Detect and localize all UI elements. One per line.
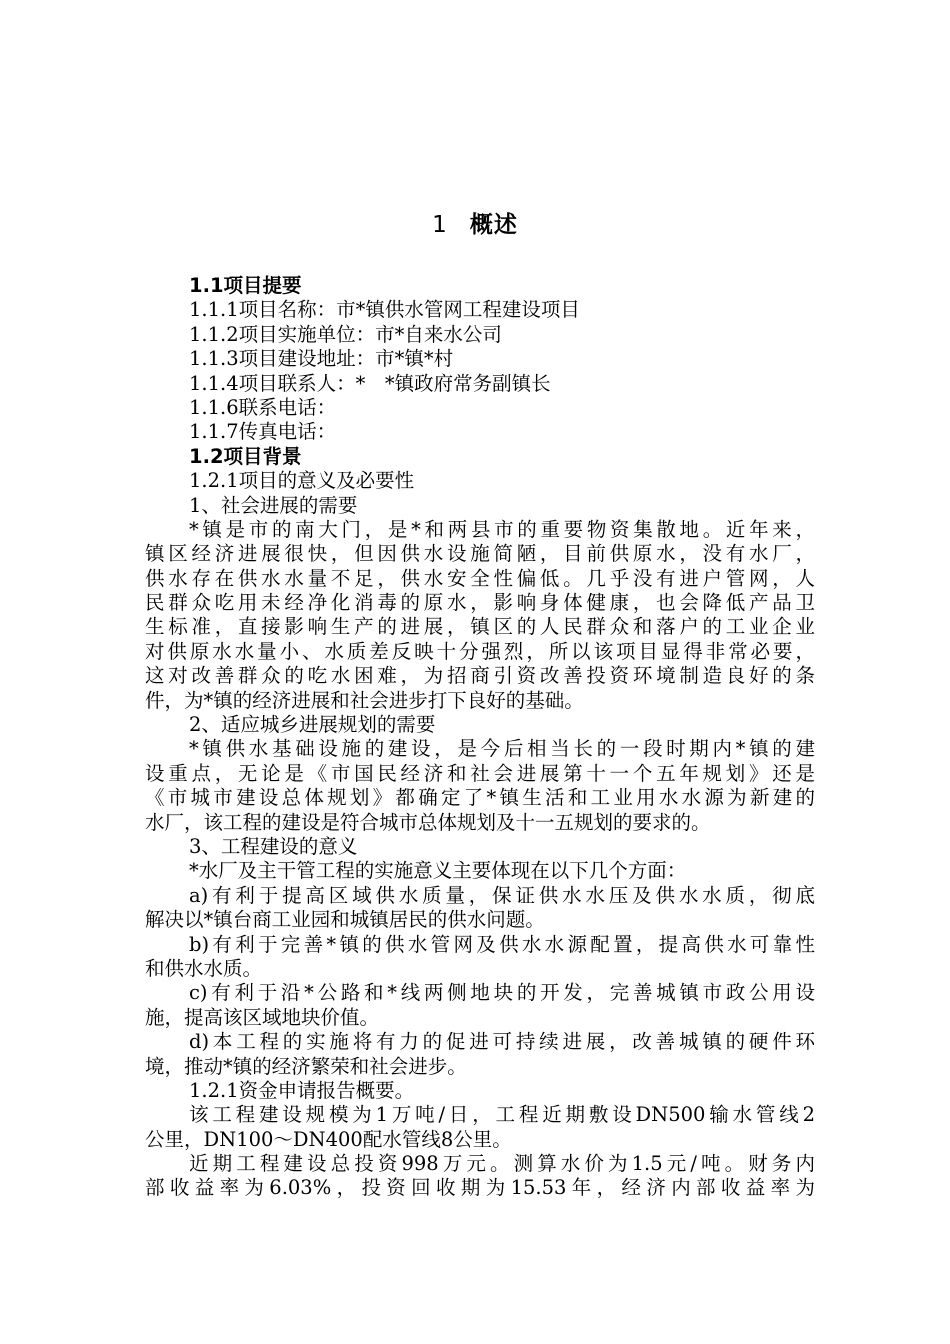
text-line: 1.1.6联系电话： bbox=[189, 395, 337, 419]
text-line: 1.2.1项目的意义及必要性 bbox=[189, 469, 415, 493]
text-line: *水厂及主干管工程的实施意义主要体现在以下几个方面： bbox=[189, 859, 687, 883]
text-line: 境，推动*镇的经济繁荣和社会进步。 bbox=[145, 1054, 467, 1078]
text-line: a)有利于提高区域供水质量，保证供水水压及供水水质，彻底 bbox=[189, 883, 815, 907]
text-line: 供水存在供水水量不足，供水安全性偏低。几乎没有进户管网，人 bbox=[145, 566, 815, 590]
text-line: 生标准，直接影响生产的进展，镇区的人民群众和落户的工业企业 bbox=[145, 615, 815, 639]
text-line: c)有利于沿*公路和*线两侧地块的开发，完善城镇市政公用设 bbox=[189, 981, 815, 1005]
section-heading: 1.1项目提要 bbox=[189, 274, 302, 297]
text-line: 3、工程建设的意义 bbox=[189, 834, 358, 858]
text-line: 《市城市建设总体规划》都确定了*镇生活和工业用水水源为新建的 bbox=[145, 786, 815, 810]
text-line: 1.1.3项目建设地址：市*镇*村 bbox=[189, 347, 454, 371]
text-line: *镇供水基础设施的建设，是今后相当长的一段时期内*镇的建 bbox=[189, 737, 815, 761]
text-line: 公里，DN100～DN400配水管线8公里。 bbox=[145, 1127, 512, 1151]
section-heading: 1.2项目背景 bbox=[189, 444, 302, 468]
text-line: 该工程建设规模为1万吨/日，工程近期敷设DN500输水管线2 bbox=[189, 1103, 815, 1127]
text-line: d)本工程的实施将有力的促进可持续进展，改善城镇的硬件环 bbox=[189, 1030, 815, 1054]
text-line: 1.2.1资金申请报告概要。 bbox=[189, 1078, 415, 1102]
chapter-number: 1 bbox=[432, 212, 448, 238]
text-line: *镇是市的南大门，是*和两县市的重要物资集散地。近年来， bbox=[189, 517, 815, 541]
text-line: 水厂，该工程的建设是符合城市总体规划及十一五规划的要求的。 bbox=[145, 810, 711, 834]
document-body bbox=[145, 274, 815, 1201]
text-line: 1.1.4项目联系人：* *镇政府常务副镇长 bbox=[189, 371, 551, 395]
text-line: 设重点，无论是《市国民经济和社会进展第十一个五年规划》还是 bbox=[145, 761, 815, 785]
text-line: 1.1.2项目实施单位：市*自来水公司 bbox=[189, 322, 502, 346]
text-line: 镇区经济进展很快，但因供水设施简陋，目前供原水，没有水厂， bbox=[145, 542, 815, 566]
text-line: 1.1.7传真电话： bbox=[189, 420, 337, 444]
text-line: 和供水水质。 bbox=[145, 956, 263, 980]
text-line: 这对改善群众的吃水困难，为招商引资改善投资环境制造良好的条 bbox=[145, 664, 815, 688]
text-line: 1、社会进展的需要 bbox=[189, 493, 358, 517]
text-line: 件，为*镇的经济进展和社会进步打下良好的基础。 bbox=[145, 688, 584, 712]
text-line: b)有利于完善*镇的供水管网及供水水源配置，提高供水可靠性 bbox=[189, 932, 815, 956]
text-line: 近期工程建设总投资998万元。测算水价为1.5元/吨。财务内 bbox=[189, 1152, 815, 1176]
text-line: 对供原水水量小、水质差反映十分强烈，所以该项目显得非常必要， bbox=[145, 639, 815, 663]
chapter-title: 概述 bbox=[469, 212, 518, 238]
text-line: 部收益率为6.03%，投资回收期为15.53年，经济内部收益率为 bbox=[145, 1176, 815, 1200]
text-line: 民群众吃用未经净化消毒的原水，影响身体健康，也会降低产品卫 bbox=[145, 591, 815, 615]
text-line: 施，提高该区域地块价值。 bbox=[145, 1005, 380, 1029]
page-title bbox=[0, 206, 950, 239]
text-line: 2、适应城乡进展规划的需要 bbox=[189, 713, 436, 737]
text-line: 解决以*镇台商工业园和城镇居民的供水问题。 bbox=[145, 908, 545, 932]
text-line: 1.1.1项目名称：市*镇供水管网工程建设项目 bbox=[189, 298, 580, 322]
